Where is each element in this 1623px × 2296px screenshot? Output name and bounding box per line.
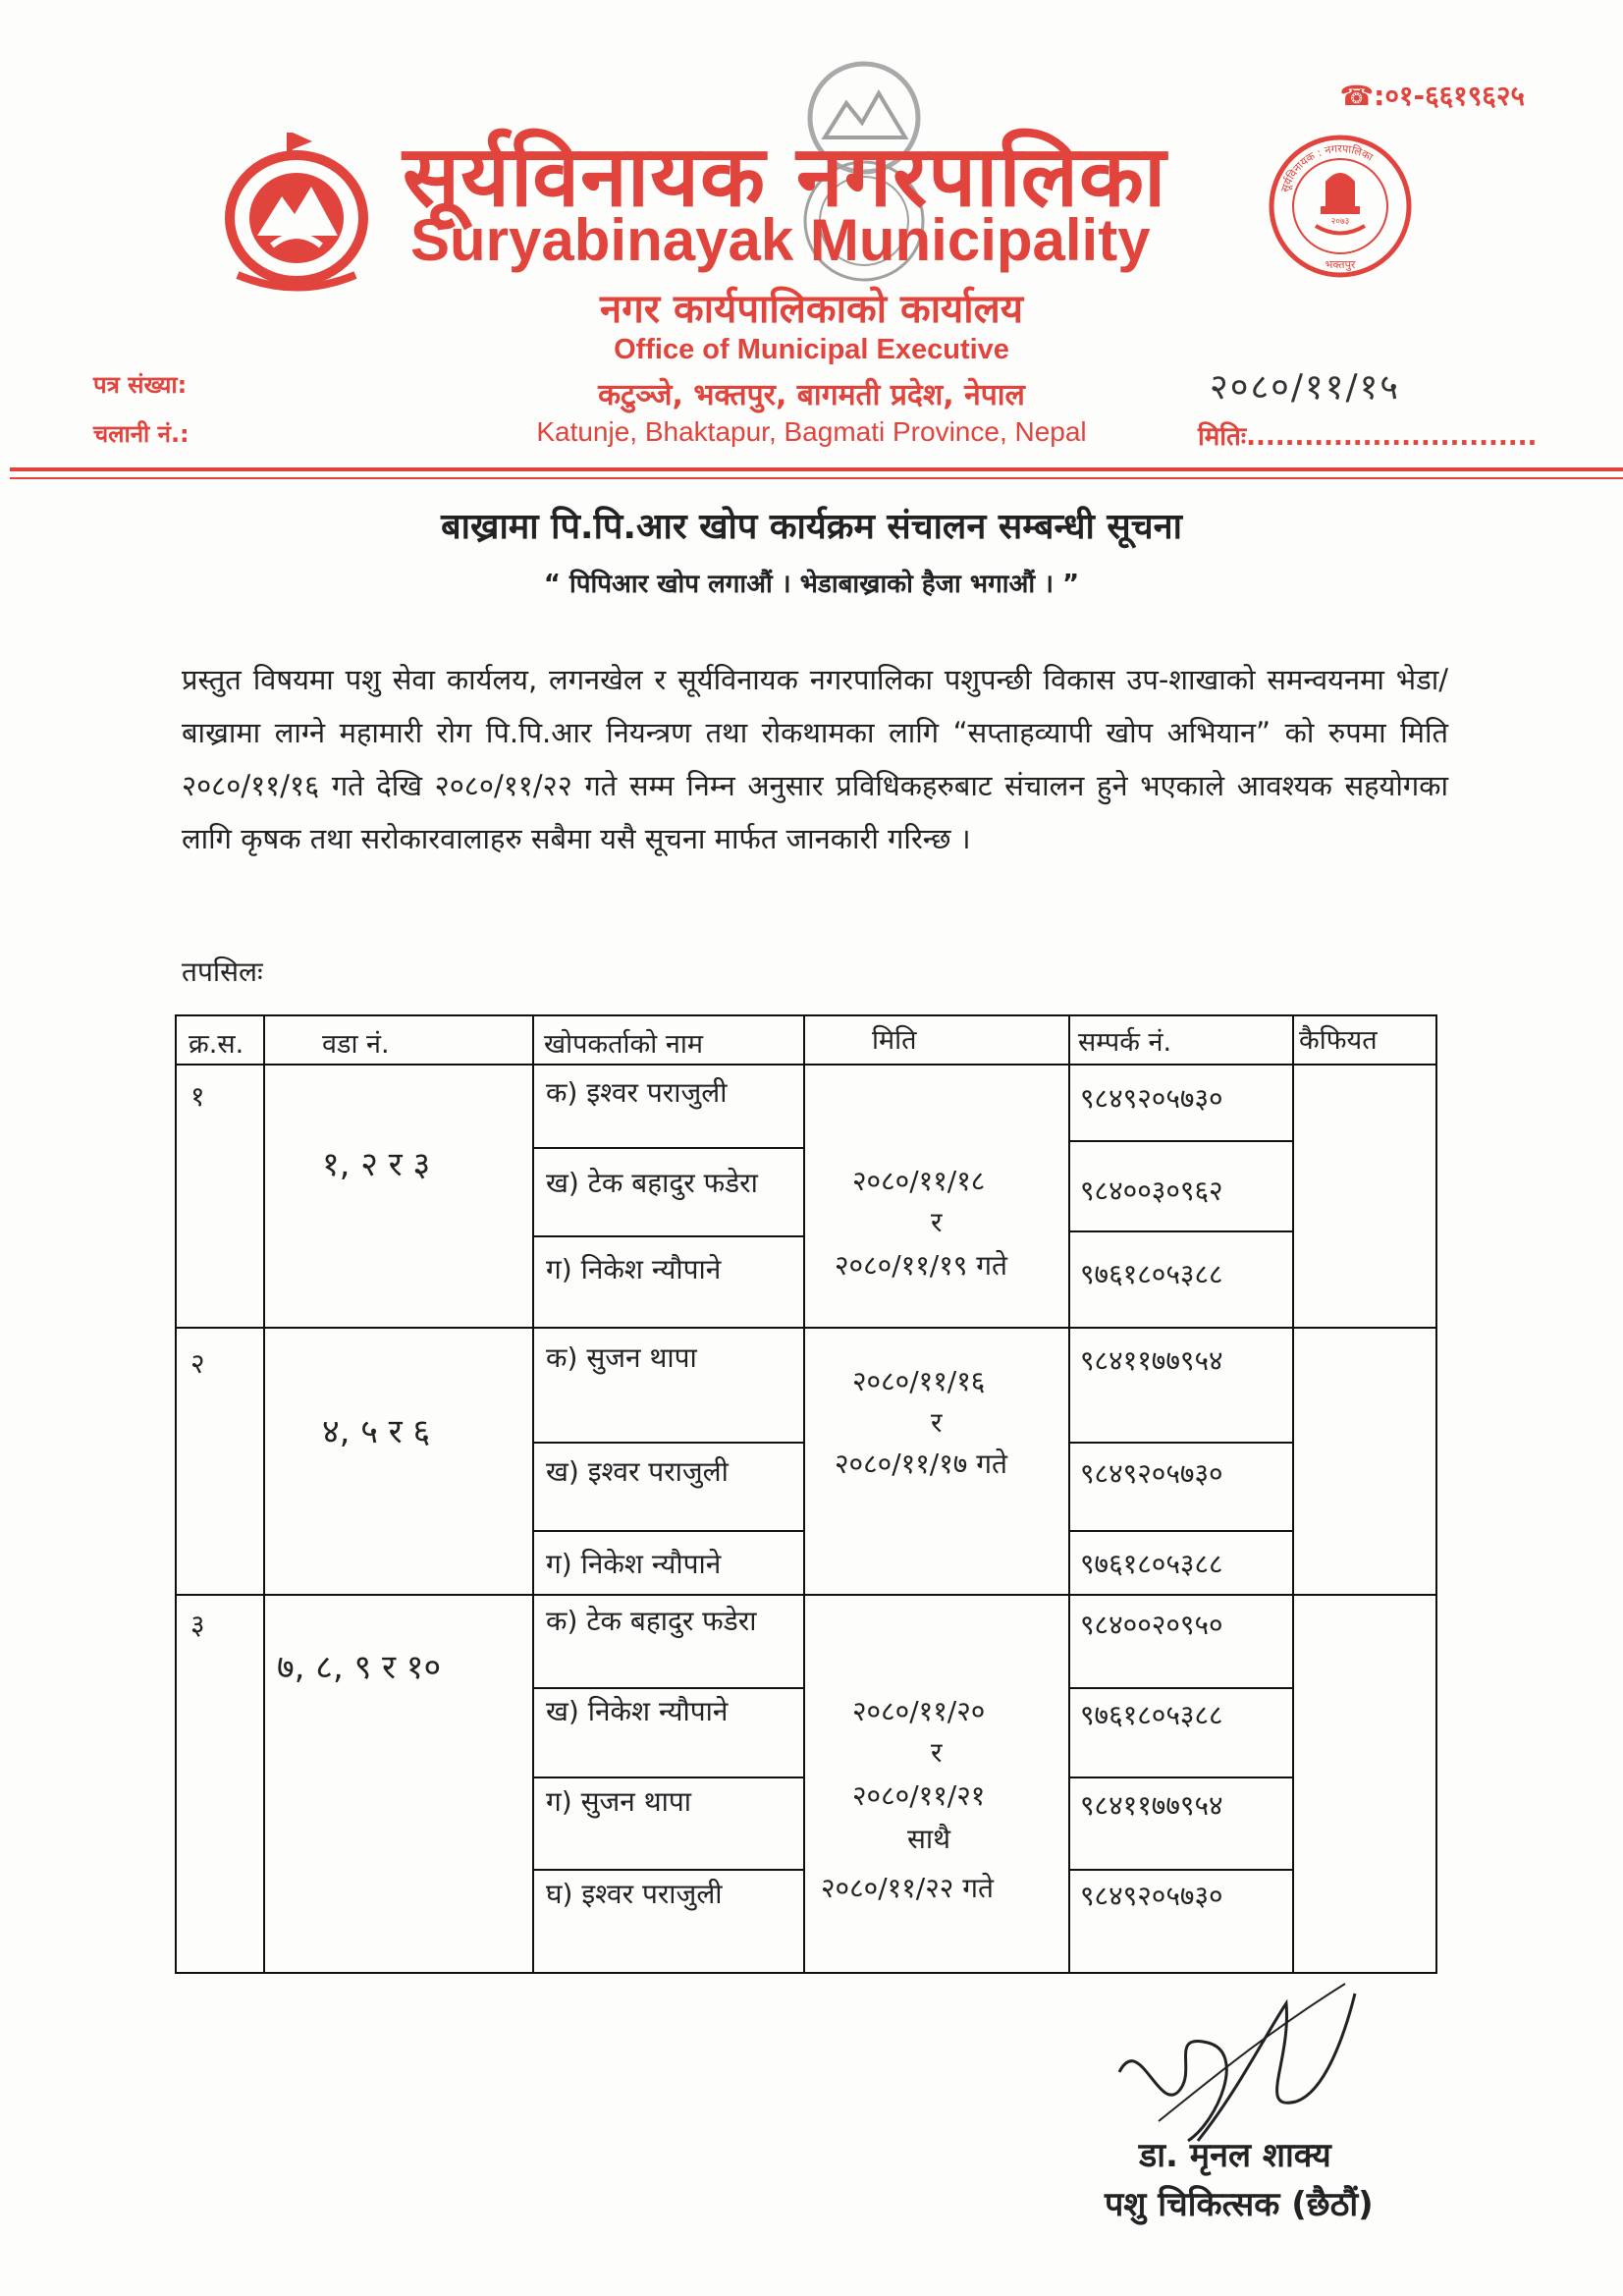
logo-bottom-text: भक्तपुर <box>1325 258 1356 271</box>
table-row: ग) निकेश न्यौपाने <box>546 1548 722 1580</box>
contact-number: ९७६१८०५३८८ <box>1080 1699 1223 1731</box>
table-row: ख) इश्वर पराजुली <box>546 1455 729 1488</box>
date-line: २०८०/११/२१ <box>852 1779 986 1812</box>
table-row: घ) इश्वर पराजुली <box>546 1878 723 1910</box>
dispatch-number-label: चलानी नं.: <box>93 420 189 448</box>
serial-2: २ <box>190 1347 205 1380</box>
municipality-logo-icon <box>1267 133 1414 280</box>
address-english: Katunje, Bhaktapur, Bagmati Province, Nepal <box>536 416 1087 447</box>
contact-number: ९८४९२०५७३० <box>1080 1082 1223 1115</box>
table-row: क) टेक बहादुर फडेरा <box>546 1605 757 1637</box>
signatory-title: पशु चिकित्सक (छैठौं) <box>1105 2185 1374 2224</box>
contact-number: ९८४११७७९५४ <box>1080 1344 1223 1377</box>
contact-number: ९८४११७७९५४ <box>1080 1789 1223 1822</box>
nepal-emblem-icon <box>218 128 375 295</box>
municipality-title-nepali: सूर्यविनायक नगरपालिका <box>403 128 1167 226</box>
date-line: २०८०/११/१९ गते <box>835 1249 1007 1282</box>
table-row: ख) निकेश न्यौपाने <box>546 1695 729 1727</box>
notice-body: प्रस्तुत विषयमा पशु सेवा कार्यलय, लगनखेल र सूर्यविनायक नगरपालिका पशुपन्छी विकास उप-शाखाको समन्वयनमा भेडा/बाख्रामा लाग्ने महामारी रोग पि.पि.आर नियन्त्रण तथा रोकथामका लागि “सप्ताहव्यापी खोप अभियान” को रुपमा मिति २०८०/११/१६ गते देखि २०८०/११/२२ गते सम्म निम्न अनुसार प्रविधिकहरुबाट संचालन हुने भएकाले आवश्यक सहयोगका लागि कृषक तथा सरोकारवालाहरु सबैमा यसै सूचना मार्फत जानकारी गरिन्छ । <box>182 663 1448 855</box>
contact-number: ९८४९२०५७३० <box>1080 1457 1223 1490</box>
phone-number: ☎:०१-६६१९६२५ <box>1339 80 1525 112</box>
office-name-nepali: नगर कार्यपालिकाको कार्यालय <box>600 287 1023 332</box>
date-line: २०८०/११/१६ <box>852 1365 986 1397</box>
details-label: तपसिलः <box>182 956 263 988</box>
header-vaccinator: खोपकर्ताको नाम <box>544 1029 703 1060</box>
table-row: क) इश्वर पराजुली <box>546 1076 728 1109</box>
serial-3: ३ <box>190 1609 205 1641</box>
office-name-english: Office of Municipal Executive <box>614 334 1009 365</box>
wards-1: १, २ र ३ <box>322 1145 431 1184</box>
table-row: क) सुजन थापा <box>546 1341 697 1374</box>
header-contact: सम्पर्क नं. <box>1078 1027 1172 1058</box>
header-remarks: कैफियत <box>1299 1025 1378 1056</box>
notice-slogan: “ पिपिआर खोप लगाऔं । भेडाबाख्राको हैजा भगाऔं । ” <box>543 570 1080 599</box>
municipality-title-english: Suryabinayak Municipality <box>410 207 1151 273</box>
date-line: र <box>931 1736 943 1769</box>
header-ward: वडा नं. <box>322 1029 390 1060</box>
logo-year: २०७३ <box>1330 217 1350 227</box>
date-label: मितिः.............................. <box>1198 422 1538 452</box>
letter-number-label: पत्र संख्या: <box>93 371 188 399</box>
signatory-name: डा. मृनल शाक्य <box>1139 2136 1331 2175</box>
table-row: ख) टेक बहादुर फडेरा <box>546 1167 758 1199</box>
notice-title: बाख्रामा पि.पि.आर खोप कार्यक्रम संचालन सम्बन्धी सूचना <box>441 507 1182 547</box>
serial-1: १ <box>190 1080 205 1113</box>
contact-number: ९७६१८०५३८८ <box>1080 1548 1223 1580</box>
date-line: र <box>931 1406 943 1439</box>
date-line: २०८०/११/१७ गते <box>835 1448 1007 1480</box>
contact-number: ९८४९२०५७३० <box>1080 1880 1223 1912</box>
header-divider-thin <box>10 477 1623 479</box>
contact-number: ९८४००२०९५० <box>1080 1609 1223 1641</box>
table-row: ग) निकेश न्यौपाने <box>546 1253 722 1285</box>
logo-top-text: सूर्यविनायक : नगरपालिका <box>1278 141 1376 194</box>
date-line: २०८०/११/२० <box>852 1695 986 1727</box>
vaccination-schedule-table <box>175 1014 1437 1974</box>
header-serial: क्र.स. <box>189 1029 244 1060</box>
contact-number: ९७६१८०५३८८ <box>1080 1258 1223 1290</box>
date-line: २०८०/११/२२ गते <box>821 1872 994 1904</box>
header-divider <box>10 467 1623 471</box>
date-line: साथै <box>907 1823 951 1855</box>
wards-2: ४, ५ र ६ <box>322 1412 431 1451</box>
handwritten-date: २०८०/११/१५ <box>1210 367 1401 408</box>
contact-number: ९८४००३०९६२ <box>1080 1175 1223 1207</box>
table-row: ग) सुजन थापा <box>546 1785 692 1818</box>
address-nepali: कटुञ्जे, भक्तपुर, बागमती प्रदेश, नेपाल <box>598 378 1025 412</box>
date-line: र <box>931 1206 943 1238</box>
wards-3: ७, ८, ९ र १० <box>277 1648 442 1687</box>
date-line: २०८०/११/१८ <box>852 1165 986 1197</box>
header-date: मिति <box>872 1025 917 1056</box>
